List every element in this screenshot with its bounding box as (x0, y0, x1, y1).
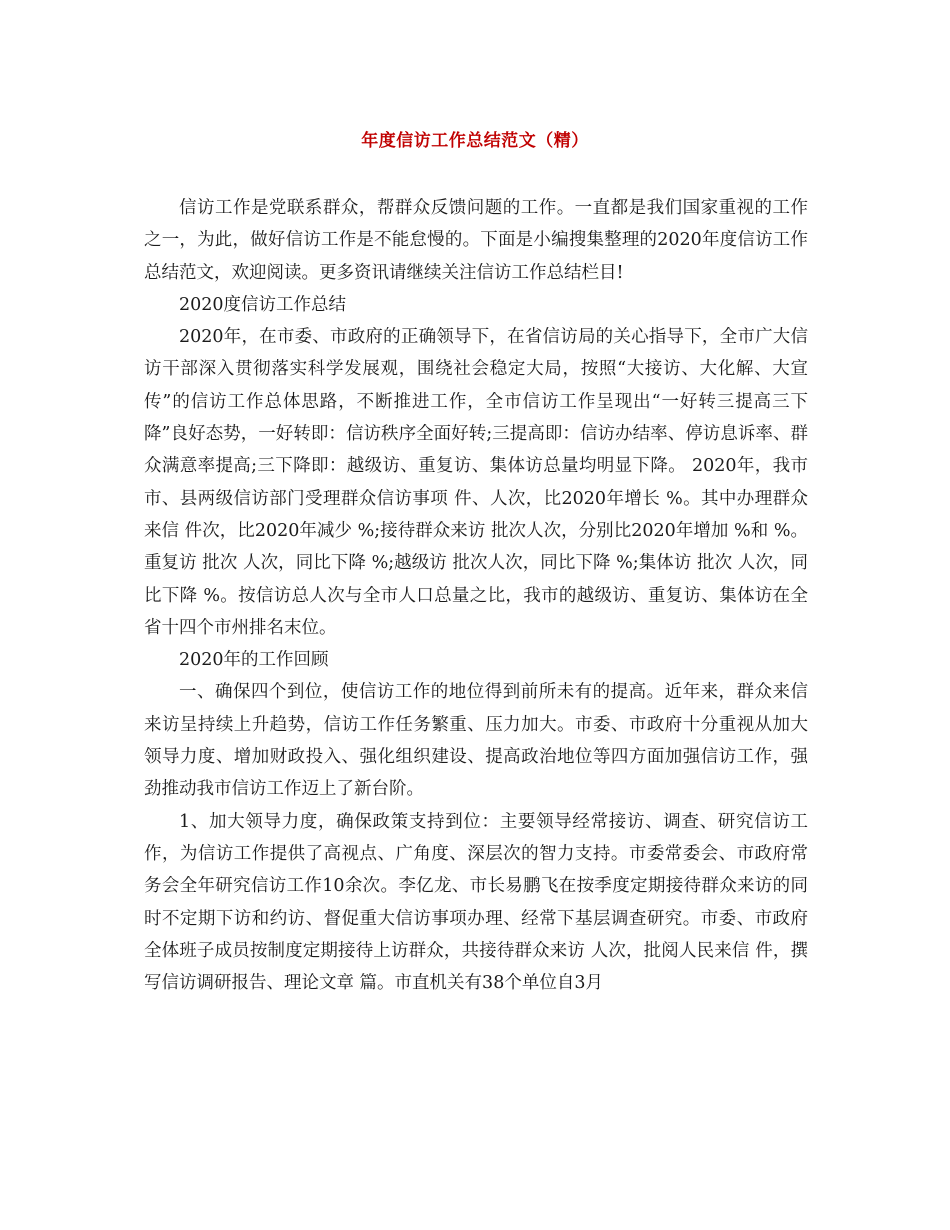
section-heading: 2020年的工作回顾 (179, 650, 329, 671)
section-heading: 2020度信访工作总结 (179, 294, 347, 315)
paragraph-intro: 信访工作是党联系群众，帮群众反馈问题的工作。一直都是我们国家重视的工作之一，为此，做好信访工作是不能怠慢的。下面是小编搜集整理的2020年度信访工作总结范文，欢迎阅读。更多资讯请继续关注信访工作总结栏目! (144, 198, 808, 283)
paragraph-summary: 2020年，在市委、市政府的正确领导下，在省信访局的关心指导下，全市广大信访干部深入贯彻落实科学发展观，围绕社会稳定大局，按照“大接访、大化解、大宣传”的信访工作总体思路，不断推进工作，全市信访工作呈现出“一好转三提高三下降”良好态势，一好转即：信访秩序全面好转;三提高即：信访办结率、停访息诉率、群众满意率提高;三下降即：越级访、重复访、集体访总量均明显下降。 2020年，我市市、县两级信访部门受理群众信访事项 件、人次，比2020年增长 %。其中办理群众来信 件次，比2020年减少 %;接待群众来访 批次人次，分别比2020年增加 %和 %。重复访 批次 人次，同比下降 %;越级访 批次人次，同比下降 %;集体访 批次 人次，同比下降 %。按信访总人次与全市人口总量之比，我市的越级访、重复访、集体访在全省十四个市州排名末位。 (144, 327, 808, 638)
paragraph-item-1: 1、加大领导力度，确保政策支持到位：主要领导经常接访、调查、研究信访工作，为信访工作提供了高视点、广角度、深层次的智力支持。市委常委会、市政府常务会全年研究信访工作10余次。李亿龙、市长易鹏飞在按季度定期接待群众来访的同时不定期下访和约访、督促重大信访事项办理、经常下基层调查研究。市委、市政府全体班子成员按制度定期接待上访群众，共接待群众来访 人次，批阅人民来信 件，撰写信访调研报告、理论文章 篇。市直机关有38个单位自3月 (144, 811, 808, 994)
paragraph-review: 一、确保四个到位，使信访工作的地位得到前所未有的提高。近年来，群众来信来访呈持续上升趋势，信访工作任务繁重、压力加大。市委、市政府十分重视从加大领导力度、增加财政投入、强化组织建设、提高政治地位等四方面加强信访工作，强劲推动我市信访工作迈上了新台阶。 (144, 682, 808, 800)
document-title: 年度信访工作总结范文（精） (361, 131, 589, 151)
document-body (144, 192, 808, 999)
